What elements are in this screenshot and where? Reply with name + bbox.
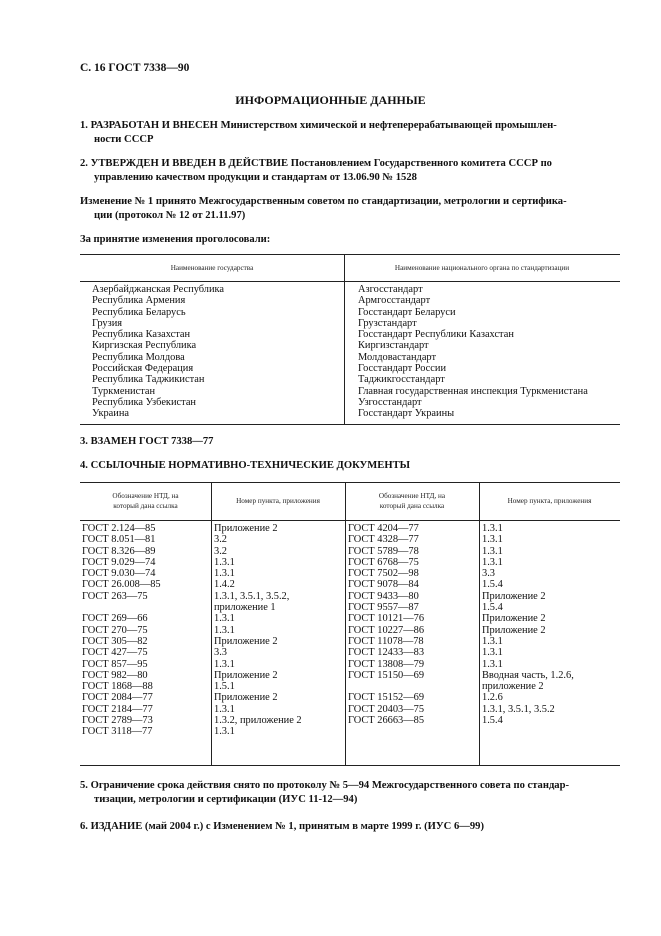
voting-col2-header: Наименование национального органа по стандартизации <box>394 264 570 272</box>
ref-document: ГОСТ 9557—87 <box>348 602 419 614</box>
ref-clause: 1.3.1 <box>482 545 503 557</box>
table-rule <box>80 254 620 255</box>
section-1-text: Министерством химической и нефтеперерабатывающей промышлен- <box>217 120 557 131</box>
table-divider <box>345 482 346 765</box>
section-2-text-cont: управлению качеством продукции и стандартам от 13.06.90 № 1528 <box>94 172 417 183</box>
ref-clause: 1.5.1 <box>214 681 235 693</box>
ref-clause: 1.3.1 <box>214 568 235 580</box>
ref-document: ГОСТ 2789—73 <box>82 715 153 727</box>
ref-col3-header <box>345 492 479 511</box>
ref-document: ГОСТ 2184—77 <box>82 703 153 715</box>
ref-clause: Вводная часть, 1.2.6, <box>482 669 574 681</box>
ref-clause: 1.3.1, 3.5.1, 3.5.2, <box>214 590 290 602</box>
section-2 <box>80 157 620 185</box>
section-title: ИНФОРМАЦИОННЫЕ ДАННЫЕ <box>235 93 426 107</box>
ref-document <box>82 602 161 613</box>
ref-document: ГОСТ 13808—79 <box>348 658 425 670</box>
ref-document: ГОСТ 15150—69 <box>348 669 425 681</box>
ref-clause: Приложение 2 <box>482 590 546 602</box>
standards-body-name: Госстандарт России <box>358 363 447 375</box>
voting-bodies-column <box>358 284 588 420</box>
ref-document: ГОСТ 9433—80 <box>348 590 419 602</box>
ref-clause: 1.5.4 <box>482 602 503 614</box>
state-name: Киргизская Республика <box>92 340 197 352</box>
ref-clause: 1.3.1 <box>214 703 235 715</box>
ref-clause: 1.5.4 <box>482 715 503 727</box>
ref-document: ГОСТ 5789—78 <box>348 545 419 557</box>
table-divider <box>344 254 345 424</box>
ref-clause: 1.4.2 <box>214 579 235 591</box>
ref-document: ГОСТ 982—80 <box>82 669 148 681</box>
section-5-line-2: тизации, метрологии и сертификации (ИУС 11-12—94) <box>94 794 358 805</box>
ref-clause: 1.3.2, приложение 2 <box>214 715 302 727</box>
table-divider <box>479 482 480 765</box>
amendment-line-1: Изменение № 1 принято Межгосударственным советом по стандартизации, метрологии и сертифика- <box>80 196 567 207</box>
state-name: Республика Казахстан <box>92 329 191 341</box>
ref-document: ГОСТ 9.030—74 <box>82 568 156 580</box>
ref-document: ГОСТ 10121—76 <box>348 613 425 625</box>
ref-document: ГОСТ 4204—77 <box>348 523 419 534</box>
ref-document: ГОСТ 269—66 <box>82 613 148 625</box>
ref-document: ГОСТ 4328—77 <box>348 534 419 546</box>
ref-clause: Приложение 2 <box>214 669 278 681</box>
standards-body-name: Госстандарт Республики Казахстан <box>358 329 514 341</box>
amendment-note <box>80 195 625 223</box>
amendment-line-2: ции (протокол № 12 от 21.11.97) <box>94 210 246 221</box>
state-name: Российская Федерация <box>92 363 194 375</box>
table-rule <box>80 520 620 521</box>
ref-clause: 1.3.1 <box>482 523 503 534</box>
ref-clause: 1.3.1 <box>214 613 235 625</box>
ref-document: ГОСТ 6768—75 <box>348 556 419 568</box>
ref-clause: 1.3.1, 3.5.1, 3.5.2 <box>482 703 555 715</box>
ref-document: ГОСТ 15152—69 <box>348 692 425 704</box>
ref-document: ГОСТ 270—75 <box>82 624 148 636</box>
standards-body-name: Армгосстандарт <box>358 295 431 307</box>
ref-document: ГОСТ 9078—84 <box>348 579 419 591</box>
section-6: 6. ИЗДАНИЕ (май 2004 г.) с Изменением № 1, принятым в марте 1999 г. (ИУС 6—99) <box>80 821 484 832</box>
section-5 <box>80 779 625 807</box>
ref-clause: 3.3 <box>482 568 495 580</box>
ref-col3-header-line1: Обозначение НТД, на <box>378 492 446 500</box>
ref-document: ГОСТ 8.326—89 <box>82 545 156 557</box>
section-1 <box>80 119 620 147</box>
ref-document: ГОСТ 20403—75 <box>348 703 425 715</box>
ref-clause: Приложение 2 <box>214 523 278 534</box>
ref-clause: 1.3.1 <box>214 624 235 636</box>
standards-body-name: Молдовастандарт <box>358 351 437 363</box>
table-rule <box>80 281 620 282</box>
ref-document: ГОСТ 3118—77 <box>82 726 153 738</box>
state-name: Республика Узбекистан <box>92 396 196 408</box>
ref-clause: 1.5.4 <box>482 579 503 591</box>
ref-clause: 1.3.1 <box>214 726 235 738</box>
state-name: Грузия <box>92 317 123 329</box>
section-4-heading: 4. ССЫЛОЧНЫЕ НОРМАТИВНО-ТЕХНИЧЕСКИЕ ДОКУМЕНТЫ <box>80 460 411 471</box>
standards-body-name: Киргизстандарт <box>358 340 429 352</box>
ref-clause: 1.3.1 <box>482 658 503 670</box>
state-name: Украина <box>92 408 130 420</box>
standards-body-name: Главная государственная инспекция Туркменистана <box>358 385 588 397</box>
ref-clause: 3.3 <box>214 647 227 659</box>
table-rule <box>80 765 620 766</box>
ref-left-clause-column <box>214 523 302 738</box>
ref-clause: Приложение 2 <box>482 613 546 625</box>
state-name: Азербайджанская Республика <box>92 284 225 295</box>
state-name: Республика Таджикистан <box>92 374 205 386</box>
ref-document: ГОСТ 26663—85 <box>348 715 425 727</box>
ref-col1-header <box>80 492 211 511</box>
ref-clause: 1.3.1 <box>482 534 503 546</box>
section-2-text: Постановлением Государственного комитета СССР по <box>288 158 552 169</box>
state-name: Туркменистан <box>92 385 156 397</box>
ref-col2-header: Номер пункта, приложения <box>236 497 320 505</box>
ref-col1-header-line1: Обозначение НТД, на <box>112 492 179 500</box>
ref-document: ГОСТ 857—95 <box>82 658 148 670</box>
ref-document: ГОСТ 7502—98 <box>348 568 419 580</box>
ref-clause: 3.2 <box>214 534 227 546</box>
ref-left-doc-column <box>82 523 161 738</box>
ref-document: ГОСТ 12433—83 <box>348 647 425 659</box>
table-rule <box>80 482 620 483</box>
ref-clause: 1.3.1 <box>482 647 503 659</box>
page-header: С. 16 ГОСТ 7338—90 <box>80 62 190 74</box>
state-name: Республика Молдова <box>92 351 185 363</box>
section-5-line-1: 5. Ограничение срока действия снято по протоколу № 5—94 Межгосударственного совета по стандар- <box>80 780 570 791</box>
ref-document: ГОСТ 305—82 <box>82 635 148 647</box>
standards-body-name: Азгосстандарт <box>358 284 423 295</box>
standards-body-name: Таджикгосстандарт <box>358 374 445 386</box>
section-2-heading: 2. УТВЕРЖДЕН И ВВЕДЕН В ДЕЙСТВИЕ <box>80 158 289 169</box>
ref-document: ГОСТ 427—75 <box>82 647 148 659</box>
voting-title: За принятие изменения проголосовали: <box>80 234 271 245</box>
ref-clause: 3.2 <box>214 545 227 557</box>
ref-clause: 1.3.1 <box>482 635 503 647</box>
section-3-heading: 3. ВЗАМЕН ГОСТ 7338—77 <box>80 436 214 447</box>
state-name: Республика Беларусь <box>92 306 186 318</box>
ref-document: ГОСТ 8.051—81 <box>82 534 156 546</box>
state-name: Республика Армения <box>92 295 186 307</box>
ref-clause: Приложение 2 <box>214 692 278 704</box>
ref-document: ГОСТ 2.124—85 <box>82 523 156 534</box>
ref-clause: 1.3.1 <box>482 556 503 568</box>
ref-right-doc-column <box>348 523 424 726</box>
ref-col3-header-line2: который дана ссылка <box>379 501 445 510</box>
section-1-heading: 1. РАЗРАБОТАН И ВНЕСЕН <box>80 120 218 131</box>
ref-col4-header: Номер пункта, приложения <box>507 497 592 505</box>
ref-clause: приложение 2 <box>482 681 544 693</box>
ref-document: ГОСТ 1868—88 <box>82 681 153 693</box>
ref-clause: Приложение 2 <box>482 624 546 636</box>
ref-document <box>348 681 424 692</box>
ref-document: ГОСТ 11078—78 <box>348 635 424 647</box>
ref-document: ГОСТ 263—75 <box>82 590 148 602</box>
ref-document: ГОСТ 26.008—85 <box>82 579 161 591</box>
ref-document: ГОСТ 10227—86 <box>348 624 425 636</box>
ref-clause: 1.3.1 <box>214 658 235 670</box>
table-rule <box>80 424 620 425</box>
ref-right-clause-column <box>482 523 574 726</box>
standards-body-name: Грузстандарт <box>358 317 417 329</box>
ref-col1-header-line2: который дана ссылка <box>113 501 178 510</box>
table-divider <box>211 482 212 765</box>
ref-clause: 1.3.1 <box>214 556 235 568</box>
voting-col1-header: Наименование государства <box>170 264 254 272</box>
ref-clause: 1.2.6 <box>482 692 503 704</box>
section-1-text-cont: ности СССР <box>94 134 154 145</box>
ref-document: ГОСТ 2084—77 <box>82 692 153 704</box>
standards-body-name: Узгосстандарт <box>358 396 422 408</box>
ref-clause: Приложение 2 <box>214 635 278 647</box>
ref-document: ГОСТ 9.029—74 <box>82 556 156 568</box>
voting-states-column <box>92 284 224 420</box>
standards-body-name: Госстандарт Украины <box>358 408 455 420</box>
standards-body-name: Госстандарт Беларуси <box>358 306 456 318</box>
ref-clause: приложение 1 <box>214 602 276 614</box>
